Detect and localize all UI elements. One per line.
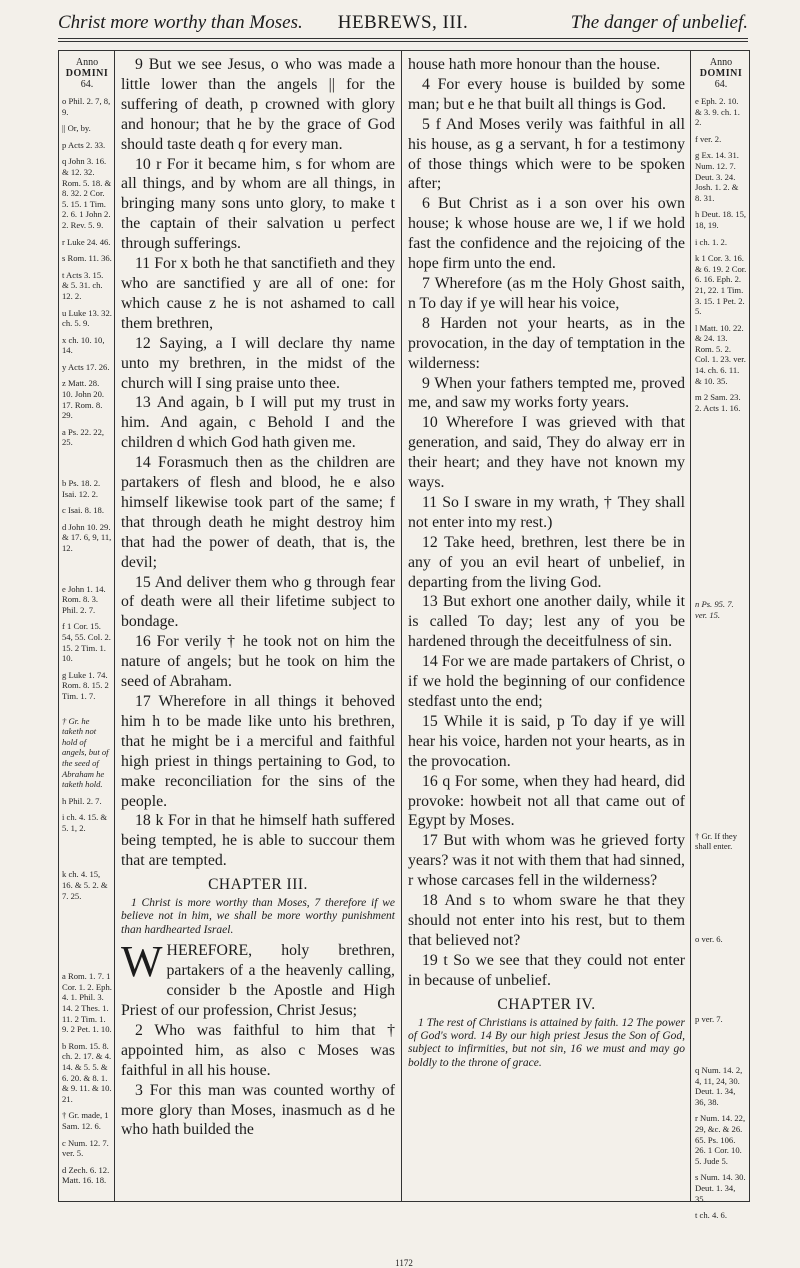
margin-ref: t Acts 3. 15. & 5. 31. ch. 12. 2. [62, 269, 104, 301]
margin-ref: b Ps. 18. 2. Isai. 12. 2. [62, 478, 101, 499]
verse: 8 Harden not your hearts, as in the provocation, in the day of temptation in the wilderness: [408, 314, 685, 372]
verse: 5 f And Moses verily was faithful in all his house, as g a servant, h for a testimony of those things which were to be spoken after; [408, 115, 685, 193]
margin-ref: e John 1. 14. Rom. 8. 3. Phil. 2. 7. [62, 583, 106, 615]
margin-ref: r Luke 24. 46. [62, 236, 111, 247]
verse: 13 And again, b I will put my trust in him. And again, c Behold I and the children d which God hath given me. [121, 394, 395, 452]
margin-ref: x ch. 10. 10, 14. [62, 334, 105, 356]
margin-ref: d Zech. 6. 12. Matt. 16. 18. [62, 1164, 110, 1186]
page-number: 1172 [395, 1258, 413, 1268]
verse: 14 For we are made partakers of Christ, o if we hold the beginning of our confidence stedfast unto the end; [408, 653, 685, 710]
margin-ref: || Or, by. [62, 123, 91, 134]
column-divider [401, 51, 402, 1201]
verse: 17 But with whom was he grieved forty years? was it not with them that had sinned, r whose carcases fell in the wilderness? [408, 832, 685, 890]
margin-ref: m 2 Sam. 23. 2. Acts 1. 16. [695, 392, 741, 413]
header-rule [58, 38, 748, 42]
verse: 16 For verily † he took not on him the nature of angels; but he took on him the seed of Abraham. [121, 633, 395, 691]
margin-ref: s Num. 14. 30. Deut. 1. 34, 35. [695, 1172, 746, 1204]
margin-ref: i ch. 1. 2. [695, 236, 727, 247]
margin-ref: e Eph. 2. 10. & 3. 9. ch. 1. 2. [695, 96, 740, 128]
drop-cap: W [121, 937, 163, 987]
right-margin-references [695, 57, 747, 1221]
margin-ref: a Ps. 22. 22, 25. [62, 426, 105, 448]
verse: 10 r For it became him, s for whom are all things, and by whom are all things, in bringing many sons unto glory, to make t the captain of their salvation u perfect through sufferings. [121, 155, 395, 253]
margin-ref: q Num. 14. 2, 4, 11, 24, 30. Deut. 1. 34, 36, 38. [695, 1065, 743, 1107]
margin-ref: l Matt. 10. 22. & 24. 13. Rom. 5. 2. Col. 1. 23. ver. 14. ch. 6. 11. & 10. 35. [695, 322, 746, 386]
verse: 16 q For some, when they had heard, did provoke: howbeit not all that came out of Egypt by Moses. [408, 772, 685, 830]
margin-ref: c Num. 12. 7. ver. 5. [62, 1137, 109, 1159]
margin-ref: z Matt. 28. 10. John 20. 17. Rom. 8. 29. [62, 378, 105, 421]
margin-ref: c Isai. 8. 18. [62, 505, 105, 516]
column-divider [690, 51, 691, 1201]
margin-ref: f 1 Cor. 15. 54, 55. Col. 2. 15. 2 Tim. 1. 10. [62, 621, 111, 664]
left-margin-references [62, 57, 112, 1192]
header-left-title: Christ more worthy than Moses. [58, 12, 303, 33]
verse-continuation: house hath more honour than the house. [408, 56, 661, 73]
verse: 14 Forasmuch then as the children are partakers of flesh and blood, he e also himself likewise took part of the same; f that through death he might destroy him that had the power of death, that is, the devil; [121, 454, 395, 571]
verse: 18 k For in that he himself hath suffered being tempted, he is able to succour them that are tempted. [121, 812, 395, 870]
margin-ref: g Luke 1. 74. Rom. 8. 15. 2 Tim. 1. 7. [62, 669, 109, 701]
verse: 11 So I sware in my wrath, † They shall not enter into my rest.) [408, 493, 685, 531]
verse: 9 When your fathers tempted me, proved me, and saw my works forty years. [408, 374, 685, 412]
margin-ref: b Rom. 15. 8. ch. 2. 17. & 4. 14. & 5. 5. & 6. 20. & 8. 1. & 9. 11. & 10. 21. [62, 1040, 112, 1104]
margin-ref: f ver. 2. [695, 133, 722, 144]
verse: 3 For this man was counted worthy of more glory than Moses, inasmuch as d he who hath builded the [121, 1081, 395, 1139]
margin-ref: u Luke 13. 32. ch. 5. 9. [62, 307, 112, 329]
verse: 19 t So we see that they could not enter in because of unbelief. [408, 951, 685, 989]
margin-ref: † Gr. he taketh not hold of angels, but of the seed of Abraham he taketh hold. [62, 715, 109, 790]
margin-ref: p Acts 2. 33. [62, 139, 106, 150]
verse: HEREFORE, holy brethren, partakers of a the heavenly calling, consider b the Apostle and High Priest of our profession, Christ Jesus; [121, 942, 395, 1019]
verse-opening [121, 937, 395, 1021]
verse: 18 And s to whom sware he that they should not enter into his rest, but to them that believed not? [408, 892, 685, 949]
verse: 12 Take heed, brethren, lest there be in any of you an evil heart of unbelief, in departing from the living God. [408, 533, 685, 591]
margin-ref: i ch. 4. 15. & 5. 1, 2. [62, 812, 108, 833]
margin-ref: r Num. 14. 22, 29, &c. & 26. 65. Ps. 106. 26. 1 Cor. 10. 5. Jude 5. [695, 1113, 746, 1166]
column-divider [114, 51, 115, 1201]
margin-ref: h Phil. 2. 7. [62, 795, 102, 806]
verse: 7 Wherefore (as m the Holy Ghost saith, n To day if ye will hear his voice, [408, 274, 685, 312]
margin-ref: k 1 Cor. 3. 16. & 6. 19. 2 Cor. 6. 16. Eph. 2. 21, 22. 1 Tim. 3. 15. 1 Pet. 2. 5. [695, 253, 747, 317]
chapter-heading: CHAPTER IV. [497, 995, 596, 1013]
page-frame [58, 50, 750, 1268]
anno-domini: Anno DOMINI 64. [65, 57, 109, 90]
chapter-heading: CHAPTER III. [208, 876, 308, 894]
verse: 4 For every house is builded by some man; but e he that built all things is God. [408, 75, 685, 113]
verse: 6 But Christ as i a son over his own house; k whose house are we, l if we hold fast the confidence and the rejoicing of the hope firm unto the end. [408, 195, 685, 273]
margin-ref: q John 3. 16. & 12. 32. Rom. 5. 18. & 8. 32. 2 Cor. 5. 15. 1 Tim. 2. 6. 1 John 2. 2. Rev. 5. 9. [62, 156, 112, 230]
verse: 12 Saying, a I will declare thy name unto my brethren, in the midst of the church will I sing praise unto thee. [121, 334, 395, 392]
text-column-1 [121, 55, 395, 1195]
margin-ref: y Acts 17. 26. [62, 361, 110, 372]
margin-ref: † Gr. made, 1 Sam. 12. 6. [62, 1110, 109, 1131]
header-book-chapter: HEBREWS, III. [337, 12, 469, 33]
verse: 15 And deliver them who g through fear of death were all their lifetime subject to bondage. [121, 573, 395, 631]
margin-ref: s Rom. 11. 36. [62, 253, 112, 264]
margin-ref: k ch. 4. 15, 16. & 5. 2. & 7. 25. [62, 869, 108, 901]
running-header [58, 10, 748, 36]
margin-ref: † Gr. If they shall enter. [695, 830, 738, 852]
margin-ref: g Ex. 14. 31. Num. 12. 7. Deut. 3. 24. Josh. 1. 2. & 8. 31. [695, 150, 739, 203]
chapter-summary: 1 The rest of Christians is attained by faith. 12 The power of God's word. 14 By our high priest Jesus the Son of God, subject to infirmities, but not sin, 16 we must and may go boldly to the throne of grace. [408, 1016, 685, 1069]
margin-ref: t ch. 4. 6. [695, 1210, 727, 1221]
header-right-title: The danger of unbelief. [570, 12, 748, 33]
verse: 9 But we see Jesus, o who was made a little lower than the angels || for the suffering of death, p crowned with glory and honour; that he by the grace of God should taste death q for every man. [121, 56, 395, 153]
margin-ref: o ver. 6. [695, 933, 723, 944]
margin-ref: p ver. 7. [695, 1014, 723, 1025]
margin-ref: h Deut. 18. 15, 18, 19. [695, 209, 747, 230]
verse: 15 While it is said, p To day if ye will hear his voice, harden not your hearts, as in the provocation. [408, 712, 685, 770]
margin-ref: d John 10. 29. & 17. 6, 9, 11, 12. [62, 521, 112, 553]
verse: 11 For x both he that sanctifieth and they who are sanctified y are all of one: for which cause z he is not ashamed to call them brethren, [121, 255, 395, 332]
verse: 17 Wherefore in all things it behoved him h to be made like unto his brethren, that he might be i a merciful and faithful high priest in things pertaining to God, to make reconciliation for the sins of the people. [121, 693, 395, 810]
anno-domini: Anno DOMINI 64. [699, 57, 743, 90]
margin-ref: a Rom. 1. 7. 1 Cor. 1. 2. Eph. 4. 1. Phil. 3. 14. 2 Thes. 1. 11. 2 Tim. 1. 9. 2 Pet. 1. 10. [62, 971, 112, 1035]
chapter-summary: 1 Christ is more worthy than Moses, 7 therefore if we believe not in him, we shall be more worthy punishment than hardhearted Israel. [121, 897, 395, 936]
verse: 13 But exhort one another daily, while it is called To day; lest any of you be hardened through the deceitfulness of sin. [408, 593, 685, 651]
text-column-2 [408, 55, 685, 1195]
margin-ref: o Phil. 2. 7, 8, 9. [62, 96, 111, 117]
verse: 2 Who was faithful to him that † appointed him, as also c Moses was faithful in all his house. [121, 1021, 395, 1079]
margin-ref: n Ps. 95. 7. ver. 15. [695, 599, 734, 621]
verse: 10 Wherefore I was grieved with that generation, and said, They do alway err in their heart; and they have not known my ways. [408, 414, 685, 492]
